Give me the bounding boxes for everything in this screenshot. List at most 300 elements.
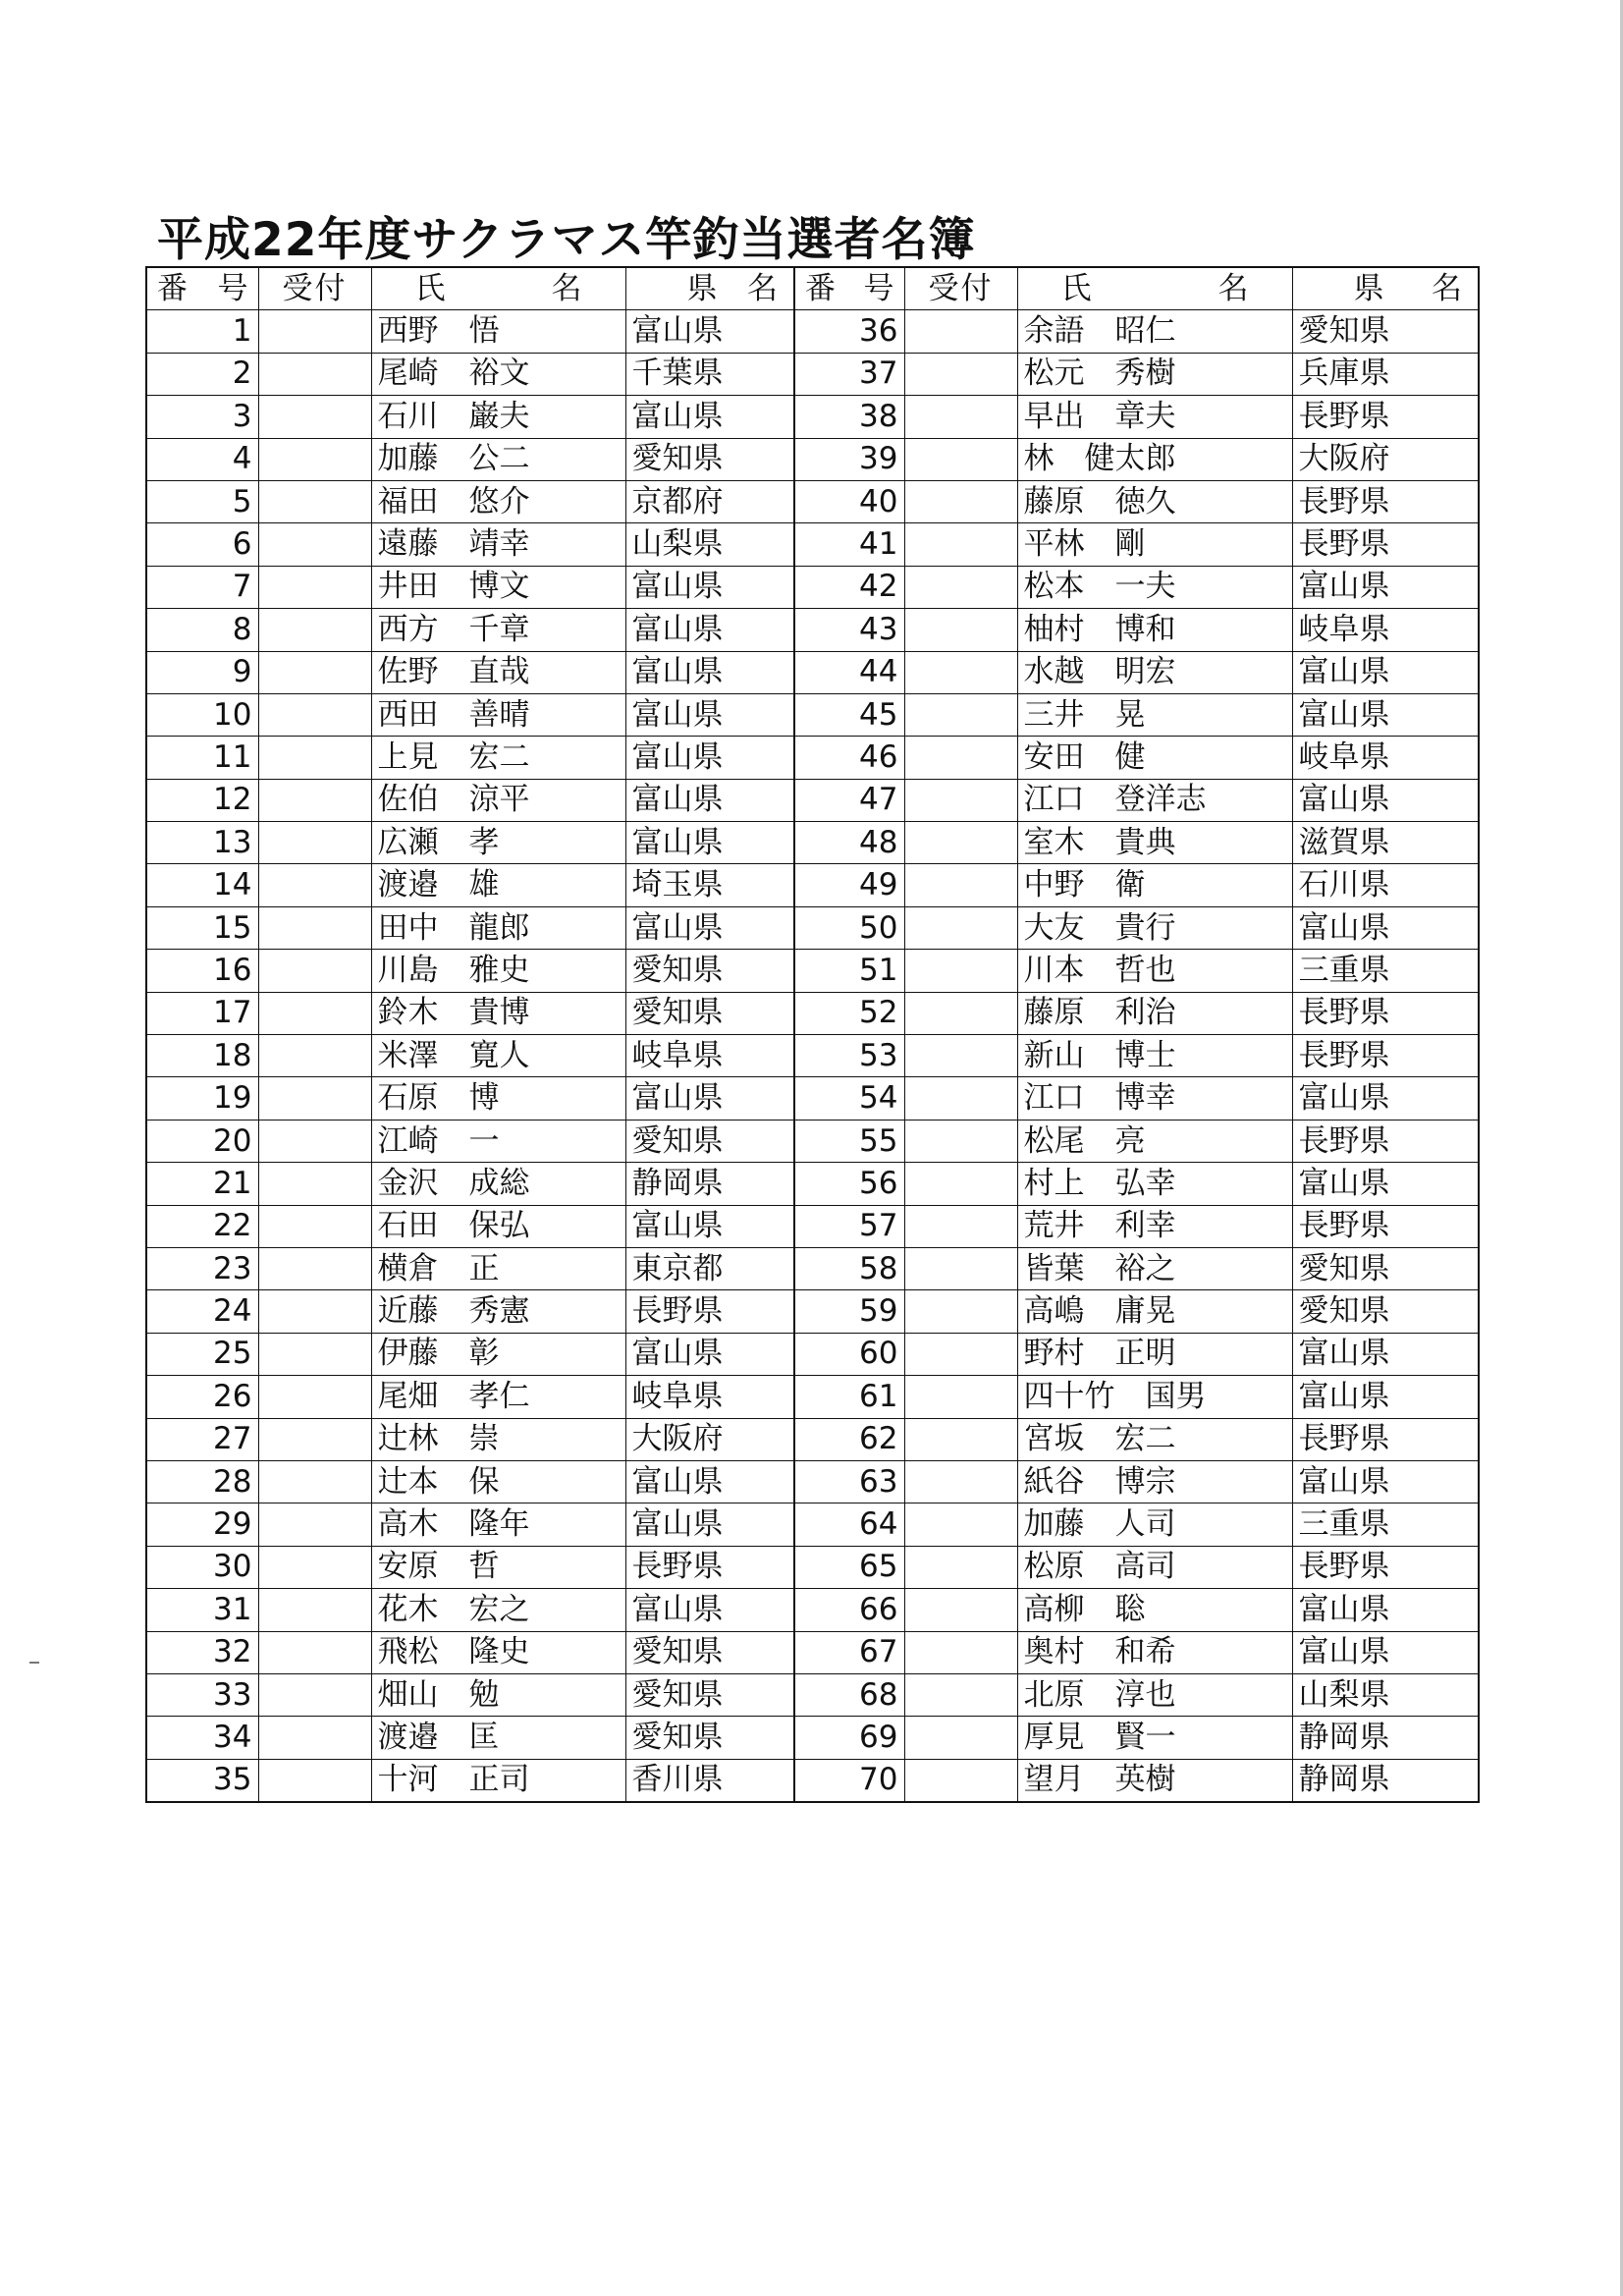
entry-number: 66 bbox=[794, 1589, 904, 1631]
winner-prefecture: 富山県 bbox=[625, 1077, 794, 1120]
entry-number: 30 bbox=[146, 1546, 258, 1588]
winner-prefecture: 愛知県 bbox=[625, 1717, 794, 1759]
winner-prefecture: 愛知県 bbox=[1292, 1290, 1479, 1333]
header-prefecture bbox=[625, 267, 794, 310]
table-row bbox=[146, 1589, 1479, 1631]
table-row bbox=[146, 1460, 1479, 1503]
entry-number: 25 bbox=[146, 1333, 258, 1375]
reception-cell bbox=[904, 693, 1017, 736]
winner-prefecture: 富山県 bbox=[625, 693, 794, 736]
winner-name: 宮坂 宏二 bbox=[1017, 1418, 1292, 1460]
entry-number: 48 bbox=[794, 822, 904, 864]
winner-prefecture: 富山県 bbox=[1292, 1376, 1479, 1418]
reception-cell bbox=[904, 1120, 1017, 1162]
header-name bbox=[371, 267, 625, 310]
entry-number: 8 bbox=[146, 609, 258, 651]
table-row bbox=[146, 310, 1479, 353]
table-row bbox=[146, 1077, 1479, 1120]
winner-name: 飛松 隆史 bbox=[371, 1631, 625, 1673]
winner-prefecture: 愛知県 bbox=[625, 438, 794, 480]
entry-number: 47 bbox=[794, 779, 904, 821]
table-row bbox=[146, 906, 1479, 949]
entry-number: 21 bbox=[146, 1163, 258, 1205]
winner-name: 畑山 勉 bbox=[371, 1673, 625, 1716]
table-row bbox=[146, 1673, 1479, 1716]
table-row bbox=[146, 822, 1479, 864]
winner-name: 中野 衛 bbox=[1017, 864, 1292, 906]
winner-prefecture: 富山県 bbox=[1292, 1631, 1479, 1673]
winner-name: 安原 哲 bbox=[371, 1546, 625, 1588]
reception-cell bbox=[904, 1460, 1017, 1503]
winner-prefecture: 静岡県 bbox=[1292, 1717, 1479, 1759]
winner-prefecture: 富山県 bbox=[625, 906, 794, 949]
winner-prefecture: 富山県 bbox=[625, 1205, 794, 1247]
reception-cell bbox=[258, 566, 371, 608]
header-name-right bbox=[1017, 267, 1292, 310]
winner-prefecture: 山梨県 bbox=[1292, 1673, 1479, 1716]
entry-number: 6 bbox=[146, 523, 258, 566]
winner-name: 佐野 直哉 bbox=[371, 651, 625, 693]
reception-cell bbox=[258, 864, 371, 906]
table-row bbox=[146, 693, 1479, 736]
header-number-right bbox=[794, 267, 904, 310]
winner-name: 石田 保弘 bbox=[371, 1205, 625, 1247]
entry-number: 20 bbox=[146, 1120, 258, 1162]
reception-cell bbox=[904, 906, 1017, 949]
winner-name: 北原 淳也 bbox=[1017, 1673, 1292, 1716]
winner-prefecture: 富山県 bbox=[625, 609, 794, 651]
winner-name: 十河 正司 bbox=[371, 1759, 625, 1802]
reception-cell bbox=[258, 1077, 371, 1120]
entry-number: 46 bbox=[794, 737, 904, 779]
table-row bbox=[146, 1631, 1479, 1673]
table-row bbox=[146, 1163, 1479, 1205]
winner-prefecture: 富山県 bbox=[625, 737, 794, 779]
winner-prefecture: 長野県 bbox=[1292, 1120, 1479, 1162]
winner-prefecture: 富山県 bbox=[1292, 566, 1479, 608]
winner-name: 望月 英樹 bbox=[1017, 1759, 1292, 1802]
table-row bbox=[146, 1247, 1479, 1289]
winner-prefecture: 富山県 bbox=[625, 1503, 794, 1546]
winner-name: 厚見 賢一 bbox=[1017, 1717, 1292, 1759]
winner-name: 水越 明宏 bbox=[1017, 651, 1292, 693]
header-reception-right: 受付 bbox=[904, 267, 1017, 310]
winner-prefecture: 岐阜県 bbox=[625, 1035, 794, 1077]
entry-number: 13 bbox=[146, 822, 258, 864]
winner-prefecture: 大阪府 bbox=[1292, 438, 1479, 480]
entry-number: 12 bbox=[146, 779, 258, 821]
winner-name: 三井 晃 bbox=[1017, 693, 1292, 736]
winner-prefecture: 長野県 bbox=[625, 1290, 794, 1333]
winner-prefecture: 滋賀県 bbox=[1292, 822, 1479, 864]
winner-prefecture: 山梨県 bbox=[625, 523, 794, 566]
winner-name: 石川 巌夫 bbox=[371, 396, 625, 438]
winner-name: 荒井 利幸 bbox=[1017, 1205, 1292, 1247]
entry-number: 65 bbox=[794, 1546, 904, 1588]
entry-number: 62 bbox=[794, 1418, 904, 1460]
reception-cell bbox=[904, 1035, 1017, 1077]
winner-prefecture: 愛知県 bbox=[625, 1631, 794, 1673]
reception-cell bbox=[904, 1631, 1017, 1673]
entry-number: 50 bbox=[794, 906, 904, 949]
reception-cell bbox=[258, 523, 371, 566]
reception-cell bbox=[904, 822, 1017, 864]
reception-cell bbox=[258, 1503, 371, 1546]
winner-prefecture: 富山県 bbox=[625, 651, 794, 693]
table-row bbox=[146, 864, 1479, 906]
reception-cell bbox=[904, 1333, 1017, 1375]
winner-name: 花木 宏之 bbox=[371, 1589, 625, 1631]
header-prefecture-right-char-1: 県 bbox=[1353, 270, 1384, 306]
entry-number: 32 bbox=[146, 1631, 258, 1673]
roster-body bbox=[146, 310, 1479, 1802]
reception-cell bbox=[904, 1205, 1017, 1247]
reception-cell bbox=[904, 779, 1017, 821]
entry-number: 4 bbox=[146, 438, 258, 480]
winner-prefecture: 富山県 bbox=[1292, 1077, 1479, 1120]
winner-name: 西野 悟 bbox=[371, 310, 625, 353]
reception-cell bbox=[258, 651, 371, 693]
winner-prefecture: 長野県 bbox=[1292, 396, 1479, 438]
winner-prefecture: 兵庫県 bbox=[1292, 353, 1479, 395]
table-row bbox=[146, 737, 1479, 779]
table-row bbox=[146, 1503, 1479, 1546]
reception-cell bbox=[258, 353, 371, 395]
winner-prefecture: 愛知県 bbox=[625, 992, 794, 1034]
reception-cell bbox=[258, 438, 371, 480]
reception-cell bbox=[904, 1759, 1017, 1802]
entry-number: 2 bbox=[146, 353, 258, 395]
winner-prefecture: 静岡県 bbox=[1292, 1759, 1479, 1802]
reception-cell bbox=[904, 864, 1017, 906]
entry-number: 39 bbox=[794, 438, 904, 480]
table-row bbox=[146, 1035, 1479, 1077]
winner-name: 林 健太郎 bbox=[1017, 438, 1292, 480]
entry-number: 1 bbox=[146, 310, 258, 353]
entry-number: 27 bbox=[146, 1418, 258, 1460]
entry-number: 3 bbox=[146, 396, 258, 438]
winner-prefecture: 富山県 bbox=[1292, 1163, 1479, 1205]
entry-number: 24 bbox=[146, 1290, 258, 1333]
winner-name: 藤原 利治 bbox=[1017, 992, 1292, 1034]
entry-number: 51 bbox=[794, 950, 904, 992]
reception-cell bbox=[258, 1035, 371, 1077]
winner-name: 田中 龍郎 bbox=[371, 906, 625, 949]
entry-number: 19 bbox=[146, 1077, 258, 1120]
entry-number: 53 bbox=[794, 1035, 904, 1077]
winner-name: 野村 正明 bbox=[1017, 1333, 1292, 1375]
winner-prefecture: 長野県 bbox=[1292, 1035, 1479, 1077]
winner-prefecture: 富山県 bbox=[1292, 1460, 1479, 1503]
table-row bbox=[146, 1546, 1479, 1588]
winner-name: 藤原 徳久 bbox=[1017, 480, 1292, 522]
winner-name: 加藤 公二 bbox=[371, 438, 625, 480]
entry-number: 33 bbox=[146, 1673, 258, 1716]
reception-cell bbox=[258, 1546, 371, 1588]
table-row bbox=[146, 566, 1479, 608]
entry-number: 68 bbox=[794, 1673, 904, 1716]
winner-name: 上見 宏二 bbox=[371, 737, 625, 779]
winner-name: 松尾 亮 bbox=[1017, 1120, 1292, 1162]
reception-cell bbox=[258, 779, 371, 821]
winner-prefecture: 大阪府 bbox=[625, 1418, 794, 1460]
winner-name: 柚村 博和 bbox=[1017, 609, 1292, 651]
winner-name: 辻林 崇 bbox=[371, 1418, 625, 1460]
table-row bbox=[146, 651, 1479, 693]
page-title: 平成22年度サクラマス竿釣当選者名簿 bbox=[157, 213, 976, 268]
entry-number: 41 bbox=[794, 523, 904, 566]
winner-prefecture: 富山県 bbox=[625, 1460, 794, 1503]
winner-name: 室木 貴典 bbox=[1017, 822, 1292, 864]
reception-cell bbox=[258, 1247, 371, 1289]
reception-cell bbox=[258, 1163, 371, 1205]
winner-name: 平林 剛 bbox=[1017, 523, 1292, 566]
winner-name: 佐伯 涼平 bbox=[371, 779, 625, 821]
winner-prefecture: 長野県 bbox=[1292, 1546, 1479, 1588]
winner-name: 井田 博文 bbox=[371, 566, 625, 608]
header-name-char-2: 名 bbox=[551, 270, 582, 306]
header-number-right-char-1: 番 bbox=[805, 270, 836, 306]
entry-number: 57 bbox=[794, 1205, 904, 1247]
table-row bbox=[146, 1418, 1479, 1460]
winner-prefecture: 三重県 bbox=[1292, 1503, 1479, 1546]
reception-cell bbox=[258, 1717, 371, 1759]
reception-cell bbox=[258, 1631, 371, 1673]
winner-prefecture: 石川県 bbox=[1292, 864, 1479, 906]
winner-prefecture: 富山県 bbox=[625, 396, 794, 438]
reception-cell bbox=[904, 737, 1017, 779]
winner-name: 西田 善晴 bbox=[371, 693, 625, 736]
winner-prefecture: 香川県 bbox=[625, 1759, 794, 1802]
entry-number: 67 bbox=[794, 1631, 904, 1673]
entry-number: 22 bbox=[146, 1205, 258, 1247]
winner-prefecture: 東京都 bbox=[625, 1247, 794, 1289]
table-header-row bbox=[146, 267, 1479, 310]
table-row bbox=[146, 1333, 1479, 1375]
winner-name: 四十竹 国男 bbox=[1017, 1376, 1292, 1418]
winner-prefecture: 富山県 bbox=[625, 822, 794, 864]
winner-prefecture: 富山県 bbox=[625, 310, 794, 353]
reception-cell bbox=[904, 438, 1017, 480]
reception-cell bbox=[904, 566, 1017, 608]
winner-name: 尾崎 裕文 bbox=[371, 353, 625, 395]
winner-name: 西方 千章 bbox=[371, 609, 625, 651]
header-number bbox=[146, 267, 258, 310]
entry-number: 49 bbox=[794, 864, 904, 906]
entry-number: 58 bbox=[794, 1247, 904, 1289]
entry-number: 15 bbox=[146, 906, 258, 949]
reception-cell bbox=[904, 1546, 1017, 1588]
winner-prefecture: 静岡県 bbox=[625, 1163, 794, 1205]
table-row bbox=[146, 992, 1479, 1034]
reception-cell bbox=[904, 1673, 1017, 1716]
entry-number: 35 bbox=[146, 1759, 258, 1802]
reception-cell bbox=[904, 1163, 1017, 1205]
winner-name: 江口 博幸 bbox=[1017, 1077, 1292, 1120]
entry-number: 17 bbox=[146, 992, 258, 1034]
entry-number: 28 bbox=[146, 1460, 258, 1503]
table-row bbox=[146, 1376, 1479, 1418]
table-row bbox=[146, 1717, 1479, 1759]
reception-cell bbox=[258, 737, 371, 779]
winner-name: 高木 隆年 bbox=[371, 1503, 625, 1546]
winner-name: 米澤 寛人 bbox=[371, 1035, 625, 1077]
winner-prefecture: 愛知県 bbox=[625, 1120, 794, 1162]
entry-number: 9 bbox=[146, 651, 258, 693]
winner-prefecture: 富山県 bbox=[625, 566, 794, 608]
entry-number: 45 bbox=[794, 693, 904, 736]
entry-number: 59 bbox=[794, 1290, 904, 1333]
reception-cell bbox=[258, 1673, 371, 1716]
winner-name: 金沢 成総 bbox=[371, 1163, 625, 1205]
entry-number: 14 bbox=[146, 864, 258, 906]
entry-number: 36 bbox=[794, 310, 904, 353]
entry-number: 56 bbox=[794, 1163, 904, 1205]
table-row bbox=[146, 523, 1479, 566]
winner-name: 余語 昭仁 bbox=[1017, 310, 1292, 353]
winner-prefecture: 岐阜県 bbox=[1292, 737, 1479, 779]
entry-number: 18 bbox=[146, 1035, 258, 1077]
winner-name: 安田 健 bbox=[1017, 737, 1292, 779]
entry-number: 60 bbox=[794, 1333, 904, 1375]
winner-name: 横倉 正 bbox=[371, 1247, 625, 1289]
winner-name: 早出 章夫 bbox=[1017, 396, 1292, 438]
winner-prefecture: 富山県 bbox=[625, 779, 794, 821]
reception-cell bbox=[258, 1333, 371, 1375]
winner-name: 新山 博士 bbox=[1017, 1035, 1292, 1077]
entry-number: 29 bbox=[146, 1503, 258, 1546]
winner-prefecture: 岐阜県 bbox=[625, 1376, 794, 1418]
reception-cell bbox=[904, 1290, 1017, 1333]
winner-name: 皆葉 裕之 bbox=[1017, 1247, 1292, 1289]
reception-cell bbox=[258, 992, 371, 1034]
reception-cell bbox=[904, 523, 1017, 566]
winner-prefecture: 富山県 bbox=[1292, 906, 1479, 949]
winner-prefecture: 富山県 bbox=[1292, 693, 1479, 736]
reception-cell bbox=[258, 1376, 371, 1418]
reception-cell bbox=[258, 906, 371, 949]
reception-cell bbox=[904, 353, 1017, 395]
reception-cell bbox=[904, 1717, 1017, 1759]
entry-number: 16 bbox=[146, 950, 258, 992]
reception-cell bbox=[904, 1247, 1017, 1289]
entry-number: 11 bbox=[146, 737, 258, 779]
winner-prefecture: 長野県 bbox=[1292, 1418, 1479, 1460]
winner-name: 辻本 保 bbox=[371, 1460, 625, 1503]
reception-cell bbox=[258, 1460, 371, 1503]
reception-cell bbox=[258, 609, 371, 651]
winner-prefecture: 愛知県 bbox=[1292, 1247, 1479, 1289]
entry-number: 42 bbox=[794, 566, 904, 608]
winner-prefecture: 長野県 bbox=[1292, 992, 1479, 1034]
table-row bbox=[146, 353, 1479, 395]
reception-cell bbox=[258, 480, 371, 522]
reception-cell bbox=[904, 396, 1017, 438]
entry-number: 31 bbox=[146, 1589, 258, 1631]
winner-name: 加藤 人司 bbox=[1017, 1503, 1292, 1546]
winner-prefecture: 長野県 bbox=[1292, 1205, 1479, 1247]
entry-number: 10 bbox=[146, 693, 258, 736]
winner-prefecture: 富山県 bbox=[625, 1589, 794, 1631]
winner-name: 高嶋 庸晃 bbox=[1017, 1290, 1292, 1333]
winner-name: 村上 弘幸 bbox=[1017, 1163, 1292, 1205]
winner-name: 川本 哲也 bbox=[1017, 950, 1292, 992]
entry-number: 34 bbox=[146, 1717, 258, 1759]
winner-name: 松原 高司 bbox=[1017, 1546, 1292, 1588]
winner-prefecture: 富山県 bbox=[1292, 1589, 1479, 1631]
scan-speck bbox=[29, 1662, 39, 1664]
winner-prefecture: 長野県 bbox=[625, 1546, 794, 1588]
reception-cell bbox=[258, 1205, 371, 1247]
winner-name: 紙谷 博宗 bbox=[1017, 1460, 1292, 1503]
entry-number: 54 bbox=[794, 1077, 904, 1120]
header-prefecture-char-2: 名 bbox=[747, 270, 778, 306]
reception-cell bbox=[904, 950, 1017, 992]
winner-prefecture: 愛知県 bbox=[1292, 310, 1479, 353]
winner-prefecture: 三重県 bbox=[1292, 950, 1479, 992]
table-row bbox=[146, 950, 1479, 992]
table-row bbox=[146, 438, 1479, 480]
winner-name: 松本 一夫 bbox=[1017, 566, 1292, 608]
table-row bbox=[146, 480, 1479, 522]
winner-prefecture: 岐阜県 bbox=[1292, 609, 1479, 651]
table-row bbox=[146, 609, 1479, 651]
reception-cell bbox=[904, 609, 1017, 651]
reception-cell bbox=[258, 396, 371, 438]
winner-prefecture: 富山県 bbox=[1292, 779, 1479, 821]
winner-name: 渡邉 匡 bbox=[371, 1717, 625, 1759]
winner-prefecture: 千葉県 bbox=[625, 353, 794, 395]
reception-cell bbox=[904, 1418, 1017, 1460]
winner-prefecture: 長野県 bbox=[1292, 523, 1479, 566]
reception-cell bbox=[904, 1077, 1017, 1120]
winner-prefecture: 長野県 bbox=[1292, 480, 1479, 522]
reception-cell bbox=[904, 1376, 1017, 1418]
header-prefecture-right bbox=[1292, 267, 1479, 310]
reception-cell bbox=[258, 822, 371, 864]
entry-number: 5 bbox=[146, 480, 258, 522]
winner-name: 広瀬 孝 bbox=[371, 822, 625, 864]
reception-cell bbox=[904, 651, 1017, 693]
table-row bbox=[146, 1290, 1479, 1333]
reception-cell bbox=[258, 950, 371, 992]
reception-cell bbox=[258, 1120, 371, 1162]
winner-name: 石原 博 bbox=[371, 1077, 625, 1120]
header-name-char-1: 氏 bbox=[414, 270, 446, 306]
entry-number: 69 bbox=[794, 1717, 904, 1759]
table-row bbox=[146, 1205, 1479, 1247]
entry-number: 43 bbox=[794, 609, 904, 651]
winner-name: 伊藤 彰 bbox=[371, 1333, 625, 1375]
reception-cell bbox=[258, 693, 371, 736]
header-reception: 受付 bbox=[258, 267, 371, 310]
header-number-right-char-2: 号 bbox=[863, 270, 894, 306]
entry-number: 44 bbox=[794, 651, 904, 693]
reception-cell bbox=[904, 310, 1017, 353]
table-row bbox=[146, 1759, 1479, 1802]
entry-number: 37 bbox=[794, 353, 904, 395]
winner-name: 近藤 秀憲 bbox=[371, 1290, 625, 1333]
entry-number: 52 bbox=[794, 992, 904, 1034]
winner-name: 奥村 和希 bbox=[1017, 1631, 1292, 1673]
reception-cell bbox=[258, 1589, 371, 1631]
table-row bbox=[146, 396, 1479, 438]
entry-number: 7 bbox=[146, 566, 258, 608]
entry-number: 64 bbox=[794, 1503, 904, 1546]
entry-number: 23 bbox=[146, 1247, 258, 1289]
reception-cell bbox=[904, 480, 1017, 522]
winner-name: 高柳 聡 bbox=[1017, 1589, 1292, 1631]
